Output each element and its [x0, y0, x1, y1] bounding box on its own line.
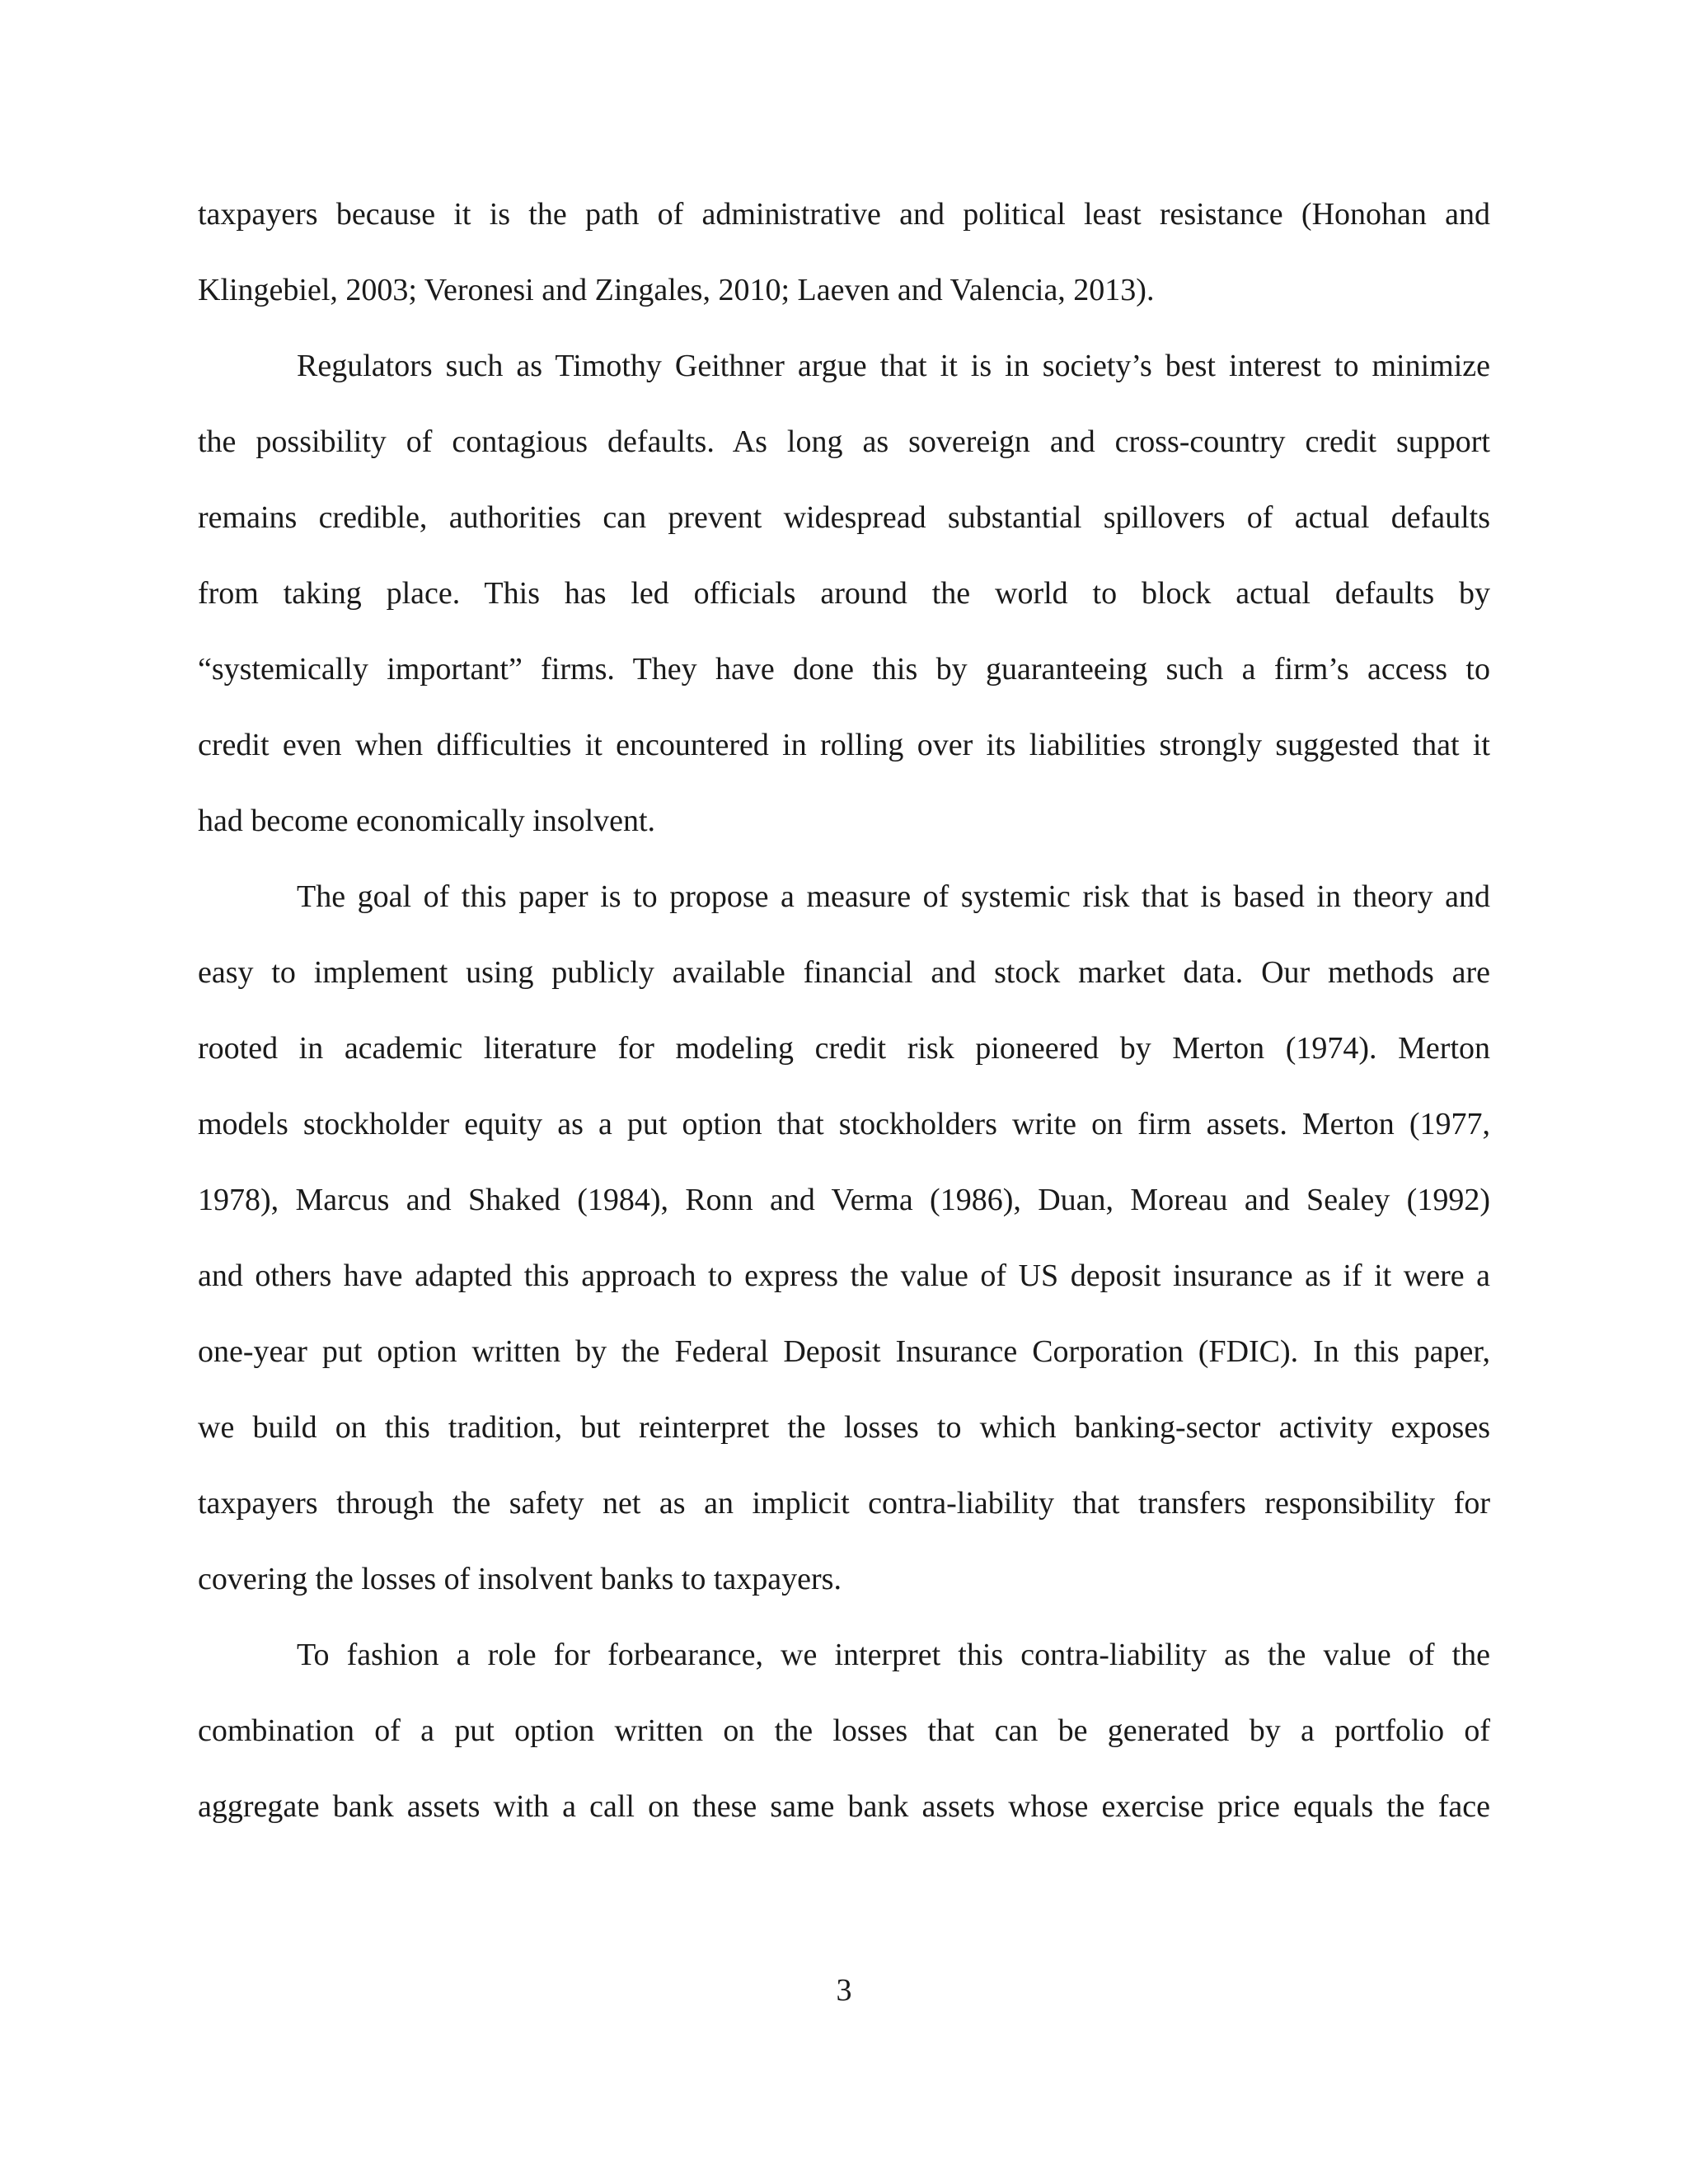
text-line: The goal of this paper is to propose a measure of systemic risk that is based in theory and: [297, 879, 1490, 914]
text-line: we build on this tradition, but reinterpret the losses to which banking-sector activity exposes: [198, 1410, 1490, 1445]
text-line: rooted in academic literature for modeling credit risk pioneered by Merton (1974). Merton: [198, 1031, 1490, 1066]
text-line: from taking place. This has led officials around the world to block actual defaults by: [198, 576, 1490, 611]
text-line: Regulators such as Timothy Geithner argue that it is in society’s best interest to minimize: [297, 349, 1490, 383]
text-line: one-year put option written by the Federal Deposit Insurance Corporation (FDIC). In this paper,: [198, 1334, 1490, 1369]
text-line: covering the losses of insolvent banks to taxpayers.: [198, 1562, 842, 1596]
text-line: credit even when difficulties it encountered in rolling over its liabilities strongly suggested that it: [198, 728, 1490, 762]
paragraph-1: [198, 190, 1490, 341]
text-line: remains credible, authorities can prevent widespread substantial spillovers of actual defaults: [198, 500, 1490, 535]
text-line: and others have adapted this approach to express the value of US deposit insurance as if it were a: [198, 1258, 1490, 1293]
page-number: 3: [836, 1973, 852, 2008]
paragraph-3: [198, 872, 1490, 1630]
paragraph-4: [198, 1630, 1490, 1858]
text-line: taxpayers because it is the path of administrative and political least resistance (Honohan and: [198, 197, 1490, 232]
text-line: easy to implement using publicly available financial and stock market data. Our methods are: [198, 955, 1490, 990]
text-line: models stockholder equity as a put option that stockholders write on firm assets. Merton (1977,: [198, 1107, 1490, 1141]
text-line: 1978), Marcus and Shaked (1984), Ronn and Verma (1986), Duan, Moreau and Sealey (1992): [198, 1183, 1490, 1217]
text-line: To fashion a role for forbearance, we interpret this contra-liability as the value of the: [297, 1638, 1490, 1672]
text-line: had become economically insolvent.: [198, 804, 656, 838]
text-line: Klingebiel, 2003; Veronesi and Zingales, 2010; Laeven and Valencia, 2013).: [198, 273, 1155, 307]
paragraph-2: [198, 341, 1490, 872]
text-line: taxpayers through the safety net as an implicit contra-liability that transfers responsibility for: [198, 1486, 1490, 1521]
text-line: “systemically important” firms. They have done this by guaranteeing such a firm’s access to: [198, 652, 1490, 687]
text-line: the possibility of contagious defaults. As long as sovereign and cross-country credit support: [198, 424, 1490, 459]
paper-body: [198, 190, 1490, 1858]
text-line: aggregate bank assets with a call on these same bank assets whose exercise price equals the face: [198, 1789, 1490, 1824]
text-line: combination of a put option written on the losses that can be generated by a portfolio of: [198, 1713, 1490, 1748]
